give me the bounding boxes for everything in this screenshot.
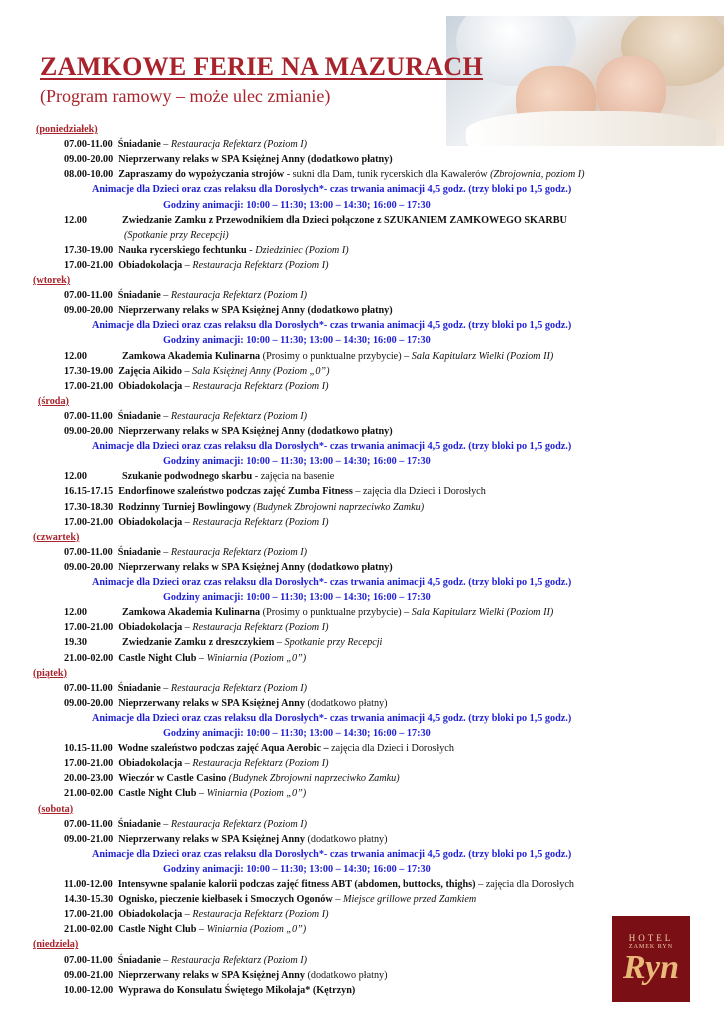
- item-desc: (Prosimy o punktualne przybycie) –: [260, 350, 412, 362]
- item-desc: –: [182, 259, 193, 271]
- day-label: (niedziela): [33, 939, 79, 951]
- item-title: Nieprzerwany relaks w SPA Księżnej Anny: [118, 969, 305, 981]
- item-time: 09.00-21.00: [64, 833, 114, 845]
- item-time: 14.30-15.30: [64, 894, 114, 906]
- schedule-item: [64, 607, 553, 619]
- item-title: Castle Night Club: [118, 652, 197, 664]
- schedule-item: [64, 351, 553, 363]
- logo-line-name: ZAMEK RYN: [628, 943, 674, 950]
- item-place: Spotkanie przy Recepcji: [284, 637, 383, 649]
- item-title: Ognisko, pieczenie kiełbasek i Smoczych Ogonów: [118, 894, 333, 906]
- schedule-item: [64, 517, 329, 529]
- item-place: Restauracja Refektarz (Poziom I): [192, 622, 329, 634]
- animation-hours: Godziny animacji: 10:00 – 11:30; 13:00 – 14:30; 16:00 – 17:30: [163, 456, 431, 468]
- schedule-item: [64, 834, 388, 846]
- item-time: 09.00-21.00: [64, 969, 114, 981]
- item-time: 07.00-11.00: [64, 410, 113, 422]
- schedule-item: [64, 154, 393, 166]
- item-time: 17.00-21.00: [64, 622, 114, 634]
- item-place: Sala Kapitularz Wielki (Poziom II): [411, 607, 554, 619]
- item-title: Śniadanie: [117, 954, 161, 966]
- schedule-item: [64, 758, 329, 770]
- item-time: 07.00-11.00: [64, 682, 113, 694]
- item-desc: –: [182, 380, 193, 392]
- schedule-item: [64, 683, 307, 695]
- item-desc: –: [332, 894, 343, 906]
- header-photo: [446, 16, 724, 146]
- schedule-item: [64, 985, 355, 997]
- item-place: Winiarnia (Poziom „0”): [206, 924, 307, 936]
- schedule-item: [64, 426, 393, 438]
- day-label: (sobota): [38, 803, 74, 815]
- item-time: 07.00-11.00: [64, 818, 113, 830]
- animation-hours: Godziny animacji: 10:00 – 11:30; 13:00 – 14:30; 16:00 – 17:30: [163, 335, 431, 347]
- item-place: (Budynek Zbrojowni naprzeciwko Zamku): [253, 501, 425, 513]
- item-title: Rodzinny Turniej Bowlingowy: [118, 501, 251, 513]
- item-place: Restauracja Refektarz (Poziom I): [170, 139, 308, 151]
- item-desc: –: [274, 637, 285, 649]
- schedule-item: [64, 260, 329, 272]
- schedule-item: [64, 743, 454, 755]
- item-title: Zapraszamy do wypożyczania strojów: [118, 169, 285, 181]
- item-title: Śniadanie: [117, 410, 161, 422]
- schedule-item: [64, 290, 307, 302]
- schedule-item: [64, 788, 306, 800]
- day-label: (poniedziałek): [36, 124, 98, 135]
- item-title: Śniadanie: [117, 546, 161, 558]
- item-desc: –: [182, 622, 193, 634]
- animation-info: Animacje dla Dzieci oraz czas relaksu dla Dorosłych*- czas trwania animacji 4,5 godz. (trzy bloki po 1,5 godz.): [92, 712, 572, 724]
- item-place: Dziedziniec (Poziom I): [255, 244, 349, 256]
- schedule-item: [64, 924, 306, 936]
- item-place: Restauracja Refektarz (Poziom I): [192, 758, 329, 770]
- item-time: 12.00: [64, 471, 87, 483]
- item-time: 09.00-20.00: [64, 697, 114, 709]
- item-title: Wieczór w Castle Casino: [118, 773, 227, 785]
- item-desc: zajęcia dla Dzieci i Dorosłych: [328, 743, 454, 755]
- item-place: Restauracja Refektarz (Poziom I): [192, 909, 329, 921]
- item-time: 17.00-21.00: [64, 259, 114, 271]
- item-desc: –: [160, 410, 171, 422]
- item-desc: –: [196, 788, 207, 800]
- item-title: Wyprawa do Konsulatu Świętego Mikołaja* (Kętrzyn): [118, 984, 356, 996]
- item-desc: – zajęcia dla Dorosłych: [475, 879, 574, 890]
- item-time: 09.00-20.00: [64, 154, 114, 166]
- item-title: Zwiedzanie Zamku z Przewodnikiem dla Dzieci połączone z SZUKANIEM ZAMKOWEGO SKARBU: [122, 214, 567, 226]
- item-title: Wodne szaleństwo podczas zajęć Aqua Aerobic –: [117, 743, 329, 755]
- schedule-item: [64, 698, 388, 710]
- item-time: 11.00-12.00: [64, 879, 113, 890]
- schedule-item: [64, 502, 424, 514]
- item-place: (Budynek Zbrojowni naprzeciwko Zamku): [228, 773, 400, 785]
- item-place: Sala Kapitularz Wielki (Poziom II): [411, 350, 554, 362]
- schedule-item: [64, 486, 486, 498]
- item-time: 17.00-21.00: [64, 380, 114, 392]
- schedule-item: [64, 622, 329, 634]
- item-time: 09.00-20.00: [64, 561, 114, 573]
- item-place: Restauracja Refektarz (Poziom I): [170, 290, 308, 302]
- item-time: 17.00-21.00: [64, 909, 114, 921]
- page-title: ZAMKOWE FERIE NA MAZURACH: [40, 52, 484, 81]
- item-time: 10.15-11.00: [64, 743, 113, 755]
- item-title: Castle Night Club: [118, 788, 197, 800]
- item-place: Restauracja Refektarz (Poziom I): [192, 380, 329, 392]
- item-desc: –: [182, 516, 193, 528]
- item-desc: (dodatkowo płatny): [304, 833, 388, 845]
- animation-info: Animacje dla Dzieci oraz czas relaksu dla Dorosłych*- czas trwania animacji 4,5 godz. (trzy bloki po 1,5 godz.): [92, 848, 572, 860]
- item-desc: –: [160, 290, 171, 302]
- item-desc: –: [160, 546, 171, 558]
- item-title: Intensywne spalanie kalorii podczas zajęć fitness ABT (abdomen, buttocks, thighs): [117, 879, 476, 890]
- item-time: 21.00-02.00: [64, 652, 114, 664]
- item-title: Obiadokolacja: [118, 758, 183, 770]
- schedule-item: [64, 773, 400, 785]
- item-title: Endorfinowe szaleństwo podczas zajęć Zumba Fitness: [118, 486, 353, 498]
- item-time: 09.00-20.00: [64, 426, 114, 437]
- schedule-item: [64, 970, 388, 982]
- schedule-item: [64, 139, 307, 151]
- schedule-item: [64, 637, 382, 649]
- animation-info: Animacje dla Dzieci oraz czas relaksu dla Dorosłych*- czas trwania animacji 4,5 godz. (trzy bloki po 1,5 godz.): [92, 577, 572, 588]
- item-desc: –: [196, 652, 207, 664]
- item-time: 21.00-02.00: [64, 924, 114, 936]
- item-title: Obiadokolacja: [118, 909, 183, 921]
- item-desc: –: [160, 682, 171, 694]
- item-time: 17.30-19.00: [64, 365, 114, 377]
- animation-info: Animacje dla Dzieci oraz czas relaksu dla Dorosłych*- czas trwania animacji 4,5 godz. (trzy bloki po 1,5 godz.): [92, 184, 572, 196]
- animation-hours: Godziny animacji: 10:00 – 11:30; 13:00 – 14:30; 16:00 – 17:30: [163, 592, 431, 604]
- item-desc: –: [160, 139, 171, 151]
- item-time: 07.00-11.00: [64, 954, 113, 966]
- item-title: Śniadanie: [117, 139, 161, 151]
- item-time: 07.00-11.00: [64, 139, 113, 151]
- schedule-item: [64, 366, 329, 378]
- item-time: 12.00: [64, 214, 87, 226]
- photo-scarf: [466, 111, 716, 146]
- schedule-item: [64, 819, 307, 831]
- item-desc: –: [182, 909, 193, 921]
- item-desc: - zajęcia na basenie: [252, 471, 335, 483]
- item-desc: –: [182, 758, 193, 770]
- item-time: 09.00-20.00: [64, 305, 114, 317]
- item-title: Nieprzerwany relaks w SPA Księżnej Anny (dodatkowo płatny): [118, 305, 393, 317]
- item-title: Zwiedzanie Zamku z dreszczykiem: [122, 637, 275, 649]
- item-desc: –: [181, 365, 193, 377]
- item-title: Śniadanie: [117, 682, 161, 694]
- schedule-item: [64, 381, 329, 393]
- item-place: Restauracja Refektarz (Poziom I): [170, 954, 308, 966]
- animation-hours: Godziny animacji: 10:00 – 11:30; 13:00 – 14:30; 16:00 – 17:30: [163, 728, 431, 739]
- logo-mark: Ryn: [622, 948, 680, 986]
- schedule-item: [64, 894, 476, 906]
- schedule-item: [64, 909, 329, 921]
- day-label: (środa): [38, 395, 69, 407]
- item-time: 21.00-02.00: [64, 788, 114, 800]
- item-title: Śniadanie: [117, 818, 161, 830]
- day-label: (czwartek): [33, 531, 80, 543]
- item-note: (Spotkanie przy Recepcji): [124, 229, 229, 241]
- item-title: Obiadokolacja: [118, 259, 183, 271]
- item-place: Restauracja Refektarz (Poziom I): [192, 516, 329, 528]
- item-title: Zamkowa Akademia Kulinarna: [122, 350, 261, 362]
- item-desc: –: [196, 924, 207, 936]
- item-title: Obiadokolacja: [118, 380, 183, 392]
- item-title: Nieprzerwany relaks w SPA Księżnej Anny (dodatkowo płatny): [118, 426, 393, 437]
- schedule-item: [64, 471, 334, 483]
- item-title: Castle Night Club: [118, 924, 197, 936]
- item-title: Zamkowa Akademia Kulinarna: [122, 607, 261, 619]
- item-time: 20.00-23.00: [64, 773, 114, 785]
- schedule-item: [64, 411, 307, 423]
- day-label: (piątek): [33, 667, 67, 679]
- item-time: 17.30-19.00: [64, 244, 114, 256]
- page-subtitle: (Program ramowy – może ulec zmianie): [40, 86, 331, 106]
- schedule-item: [64, 562, 393, 574]
- item-place: Restauracja Refektarz (Poziom I): [192, 259, 329, 271]
- item-title: Śniadanie: [117, 290, 161, 302]
- item-title: Nieprzerwany relaks w SPA Księżnej Anny (dodatkowo płatny): [118, 561, 393, 573]
- item-place: Sala Księżnej Anny (Poziom „0”): [192, 365, 330, 377]
- item-desc: – zajęcia dla Dzieci i Dorosłych: [352, 486, 486, 498]
- item-title: Obiadokolacja: [118, 622, 183, 634]
- schedule-item: [64, 305, 393, 317]
- item-desc: –: [160, 954, 171, 966]
- item-time: 12.00: [64, 607, 87, 619]
- animation-info: Animacje dla Dzieci oraz czas relaksu dla Dorosłych*- czas trwania animacji 4,5 godz. (trzy bloki po 1,5 godz.): [92, 441, 572, 453]
- item-title: Szukanie podwodnego skarbu: [122, 471, 253, 483]
- item-time: 19.30: [64, 637, 87, 649]
- schedule-item: [64, 547, 307, 559]
- item-title: Nauka rycerskiego fechtunku: [118, 244, 247, 256]
- item-place: Restauracja Refektarz (Poziom I): [170, 818, 308, 830]
- animation-hours: Godziny animacji: 10:00 – 11:30; 13:00 – 14:30; 16:00 – 17:30: [163, 863, 431, 875]
- hotel-logo: [612, 916, 690, 1002]
- item-title: Nieprzerwany relaks w SPA Księżnej Anny: [118, 833, 305, 845]
- item-desc: –: [160, 818, 171, 830]
- item-desc: (dodatkowo płatny): [304, 697, 388, 709]
- schedule-item: [64, 879, 574, 891]
- schedule-item: [64, 215, 567, 227]
- item-place: Winiarnia (Poziom „0”): [206, 788, 307, 800]
- item-place: Restauracja Refektarz (Poziom I): [170, 546, 308, 558]
- day-label: (wtorek): [33, 275, 71, 286]
- item-time: 07.00-11.00: [64, 546, 113, 558]
- item-time: 12.00: [64, 350, 87, 362]
- item-desc: (dodatkowo płatny): [304, 969, 388, 981]
- item-title: Zajęcia Aikido: [118, 365, 182, 377]
- item-title: Nieprzerwany relaks w SPA Księżnej Anny (dodatkowo płatny): [118, 154, 393, 166]
- item-time: 17.30-18.30: [64, 501, 114, 513]
- item-title: Nieprzerwany relaks w SPA Księżnej Anny: [118, 697, 305, 709]
- schedule-item: [64, 245, 349, 257]
- schedule-item: [64, 653, 306, 665]
- schedule-item: [64, 169, 585, 181]
- animation-hours: Godziny animacji: 10:00 – 11:30; 13:00 – 14:30; 16:00 – 17:30: [163, 199, 431, 211]
- item-time: 16.15-17.15: [64, 486, 114, 498]
- item-desc: (Prosimy o punktualne przybycie) –: [260, 607, 412, 619]
- item-place: (Zbrojownia, poziom I): [490, 169, 585, 181]
- animation-info: Animacje dla Dzieci oraz czas relaksu dla Dorosłych*- czas trwania animacji 4,5 godz. (trzy bloki po 1,5 godz.): [92, 320, 572, 332]
- item-place: Miejsce grillowe przed Zamkiem: [342, 894, 477, 906]
- item-time: 17.00-21.00: [64, 758, 114, 770]
- item-desc: - sukni dla Dam, tunik rycerskich dla Kawalerów: [284, 169, 491, 181]
- item-time: 08.00-10.00: [64, 169, 114, 181]
- schedule-item: [64, 955, 307, 967]
- item-time: 07.00-11.00: [64, 290, 113, 302]
- item-place: Restauracja Refektarz (Poziom I): [170, 410, 308, 422]
- item-place: Winiarnia (Poziom „0”): [206, 652, 307, 664]
- item-title: Obiadokolacja: [118, 516, 183, 528]
- item-desc: -: [246, 244, 256, 256]
- item-place: Restauracja Refektarz (Poziom I): [170, 682, 308, 694]
- item-time: 17.00-21.00: [64, 516, 114, 528]
- item-time: 10.00-12.00: [64, 984, 114, 996]
- logo-line-hotel: HOTEL: [628, 932, 674, 943]
